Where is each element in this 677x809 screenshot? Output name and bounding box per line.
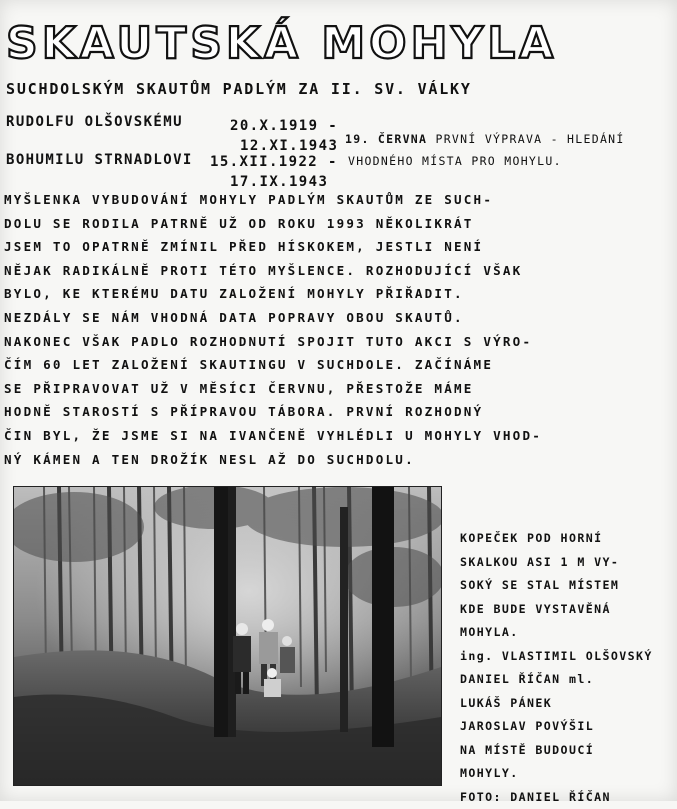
forest-photo-image bbox=[14, 487, 441, 785]
paragraph-line: NEZDÁLY SE NÁM VHODNÁ DATA POPRAVY OBOU SKAUTŮ. bbox=[4, 306, 644, 330]
subtitle: SUCHDOLSKÝM SKAUTŮM PADLÝM ZA II. SV. VÁLKY bbox=[6, 80, 472, 98]
caption-line: FOTO: DANIEL ŘÍČAN bbox=[460, 786, 672, 809]
paragraph-line: JSEM TO OPATRNĚ ZMÍNIL PŘED HÍSKOKEM, JESTLI NENÍ bbox=[4, 235, 644, 259]
paragraph-line: NĚJAK RADIKÁLNĚ PROTI TÉTO MYŠLENCE. ROZHODUJÍCÍ VŠAK bbox=[4, 259, 644, 283]
dedication-dates-2b: 17.IX.1943 bbox=[230, 174, 328, 190]
dedication-dates-1: 20.X.1919 - bbox=[230, 118, 338, 134]
caption-line: ing. VLASTIMIL OLŠOVSKÝ bbox=[460, 645, 672, 669]
caption-line: JAROSLAV POVÝŠIL bbox=[460, 715, 672, 739]
dedication-name-1: RUDOLFU OLŠOVSKÉMU bbox=[6, 114, 183, 130]
caption-line: MOHYLY. bbox=[460, 762, 672, 786]
dedication-dates-1b: 12.XI.1943 bbox=[240, 138, 338, 154]
paragraph-line: HODNĚ STAROSTÍ S PŘÍPRAVOU TÁBORA. PRVNÍ ROZHODNÝ bbox=[4, 400, 644, 424]
caption-line: LUKÁŠ PÁNEK bbox=[460, 692, 672, 716]
caption-line: NA MÍSTĚ BUDOUCÍ bbox=[460, 739, 672, 763]
paragraph-line: DOLU SE RODILA PATRNĚ UŽ OD ROKU 1993 NĚKOLIKRÁT bbox=[4, 212, 644, 236]
paragraph-line: NAKONEC VŠAK PADLO ROZHODNUTÍ SPOJIT TUTO AKCI S VÝRO- bbox=[4, 330, 644, 354]
note-text-1: PRVNÍ VÝPRAVA - HLEDÁNÍ bbox=[435, 132, 624, 146]
forest-photo bbox=[13, 486, 442, 786]
photo-caption bbox=[460, 527, 672, 809]
paragraph-line: SE PŘIPRAVOVAT UŽ V MĚSÍCI ČERVNU, PŘESTOŽE MÁME bbox=[4, 377, 644, 401]
paragraph-line: ČIN BYL, ŽE JSME SI NA IVANČENĚ VYHLÉDLI U MOHYLY VHOD- bbox=[4, 424, 644, 448]
caption-line: SOKÝ SE STAL MÍSTEM bbox=[460, 574, 672, 598]
caption-line: DANIEL ŘÍČAN ml. bbox=[460, 668, 672, 692]
dedication-dates-2: 15.XII.1922 - bbox=[210, 154, 338, 170]
main-paragraph bbox=[4, 188, 644, 471]
caption-line: MOHYLA. bbox=[460, 621, 672, 645]
paragraph-line: MYŠLENKA VYBUDOVÁNÍ MOHYLY PADLÝM SKAUTŮM ZE SUCH- bbox=[4, 188, 644, 212]
caption-line: SKALKOU ASI 1 M VY- bbox=[460, 551, 672, 575]
caption-line: KDE BUDE VYSTAVĚNÁ bbox=[460, 598, 672, 622]
dedication-name-2: BOHUMILU STRNADLOVI bbox=[6, 152, 193, 168]
paragraph-line: NÝ KÁMEN A TEN DROŽÍK NESL AŽ DO SUCHDOLU. bbox=[4, 448, 644, 472]
caption-line: KOPEČEK POD HORNÍ bbox=[460, 527, 672, 551]
note-line-2: VHODNÉHO MÍSTA PRO MOHYLU. bbox=[348, 154, 562, 168]
note-line-1 bbox=[345, 132, 625, 146]
note-date: 19. ČERVNA bbox=[345, 132, 427, 146]
paragraph-line: ČÍM 60 LET ZALOŽENÍ SKAUTINGU V SUCHDOLE. ZAČÍNÁME bbox=[4, 353, 644, 377]
page-title: SKAUTSKÁ MOHYLA bbox=[6, 16, 666, 72]
paragraph-line: BYLO, KE KTERÉMU DATU ZALOŽENÍ MOHYLY PŘIŘADIT. bbox=[4, 282, 644, 306]
